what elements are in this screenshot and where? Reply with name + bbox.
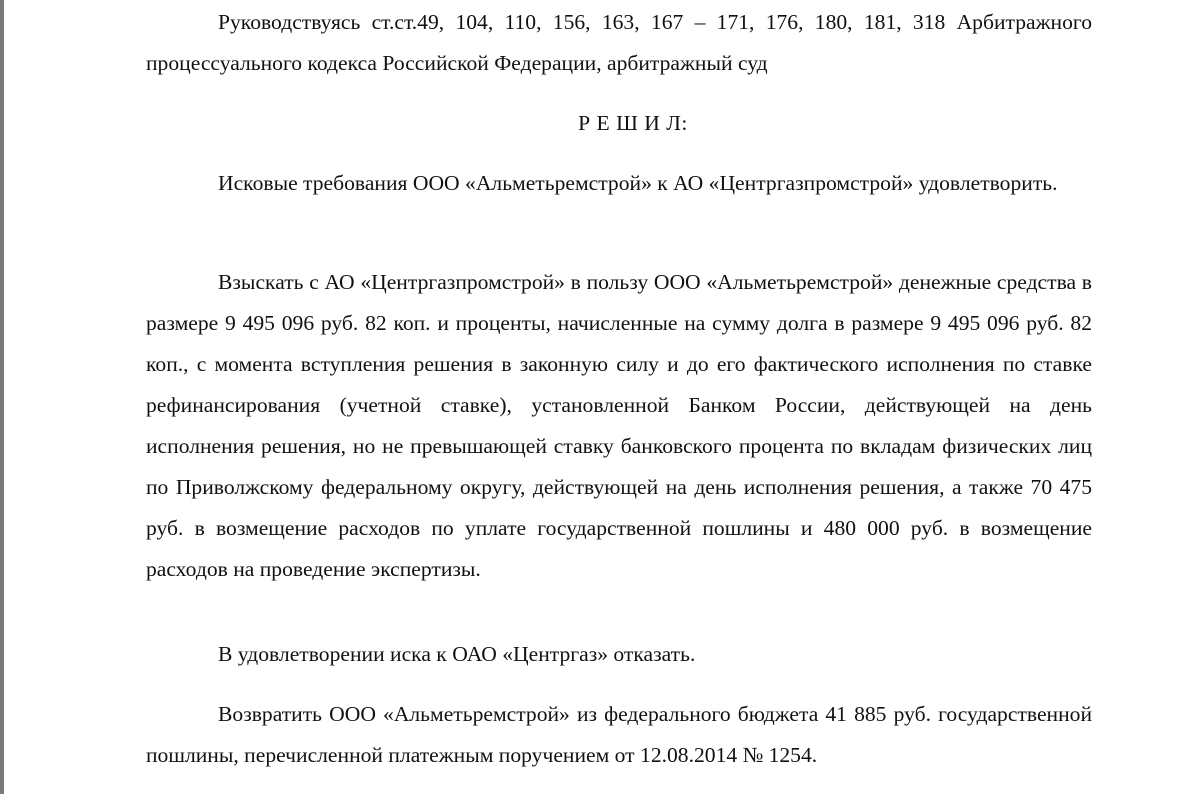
decision-heading: Р Е Ш И Л: [578,111,688,135]
paragraph-duty-return: Возвратить ООО «Альметьремстрой» из федерального бюджета 41 885 руб. государственной пошлины, перечисленной платежным поручением от 12.08.2014 № 1254. [146,702,1092,767]
page-edge-divider [0,0,4,794]
paragraph-legal-basis: Руководствуясь ст.ст.49, 104, 110, 156, 163, 167 – 171, 176, 180, 181, 318 Арбитражного процессуального кодекса Российской Федерации, арбитражный суд [146,10,1092,75]
paragraph-claims-satisfied: Исковые требования ООО «Альметьремстрой» к АО «Центргазпромстрой» удовлетворить. [218,171,1058,195]
paragraph-recovery: Взыскать с АО «Центргазпромстрой» в пользу ООО «Альметьремстрой» денежные средства в размере 9 495 096 руб. 82 коп. и проценты, начисленные на сумму долга в размере 9 495 096 руб. 82 коп., с момента вступления решения в законную силу и до его фактического исполнения по ставке рефинансирования (учетной ставке), установленной Банком России, действующей на день исполнения решения, но не превышающей ставку банковского процента по вкладам физических лиц по Приволжскому федеральному округу, действующей на день исполнения решения, а также 70 475 руб. в возмещение расходов по уплате государственной пошлины и 480 000 руб. в возмещение расходов на проведение экспертизы. [146,270,1092,581]
paragraph-claim-refused: В удовлетворении иска к ОАО «Центргаз» отказать. [218,642,696,666]
